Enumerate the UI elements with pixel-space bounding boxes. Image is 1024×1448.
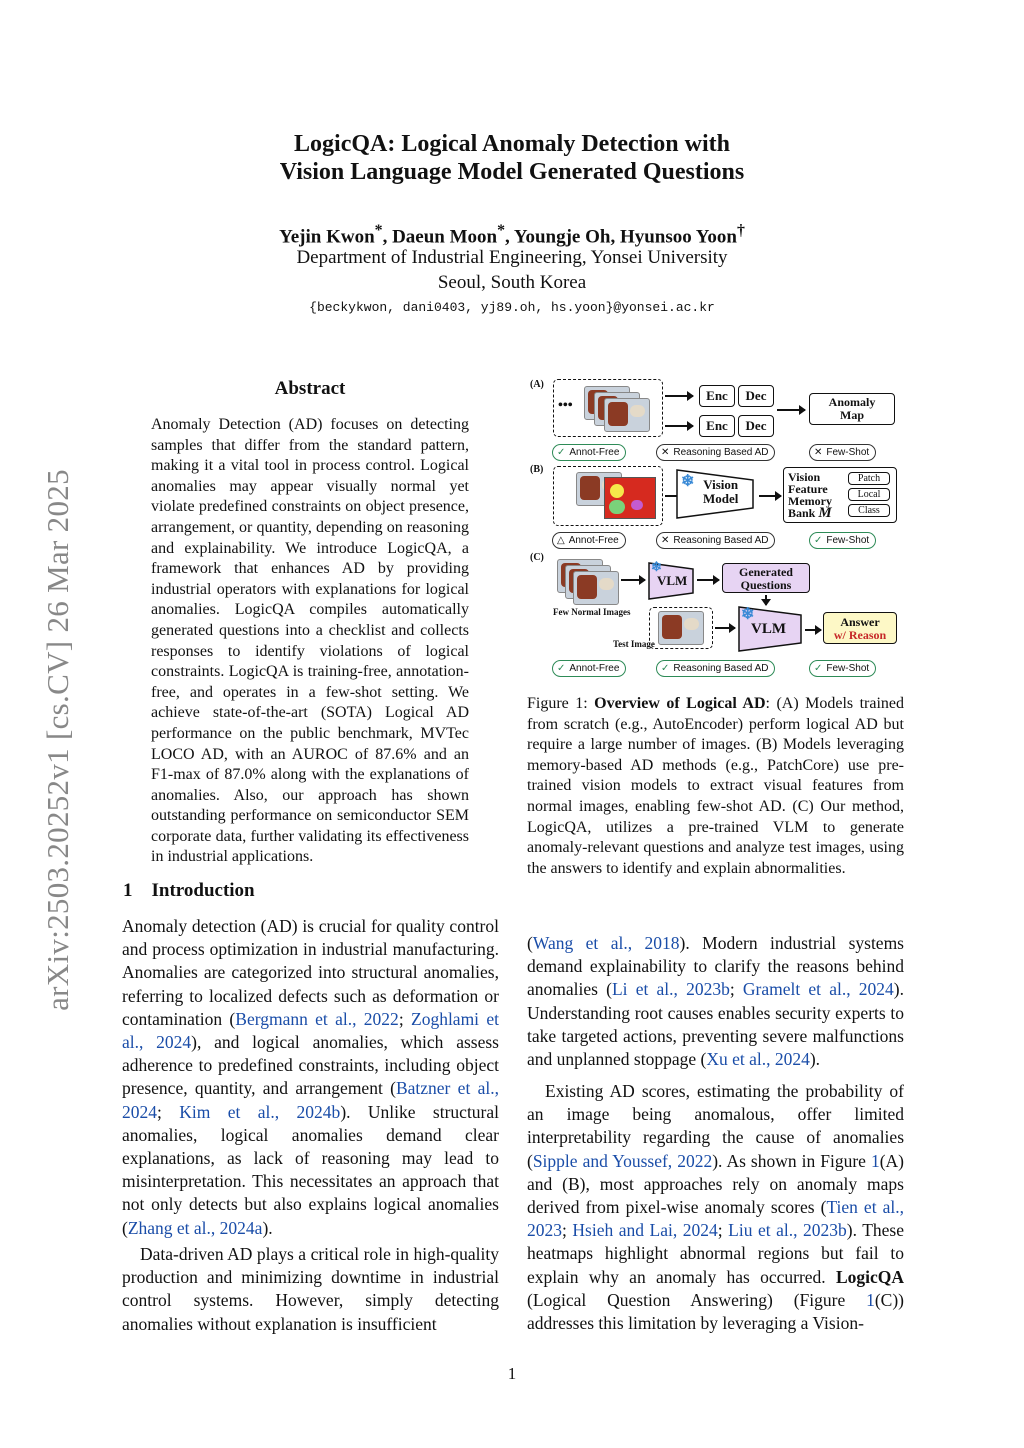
citation-sipple[interactable]: Sipple and Youssef, 2022 bbox=[532, 1150, 713, 1171]
intro-paragraph-2: Data-driven AD plays a critical role in high-quality production and minimizing downtime in industrial control systems. However, simply detecting anomalies without explanation is insufficient bbox=[122, 1244, 499, 1334]
fig-a-pill-reasoning bbox=[656, 444, 775, 461]
author-4: Hyunsoo Yoon bbox=[619, 226, 737, 248]
vlm-2-label: VLM bbox=[751, 621, 786, 637]
caption-text: : (A) Models trained from scratch (e.g., AutoEncoder) perform logical AD but require a large number of images. (B) Models leveraging memory-based AD methods (e.g., PatchCore) use pre-trained vision models to extract visual features from normal images, enabling few-shot AD. (C) Our method, LogicQA, utilizes a pre-trained VLM to generate anomaly-relevant questions and analyze test images, using the answers to identify and explain abnormalities. bbox=[527, 695, 905, 877]
fig-a-encoder-1: Enc bbox=[699, 385, 735, 407]
vlm-1-label: VLM bbox=[657, 573, 688, 588]
page-number: 1 bbox=[507, 1364, 517, 1383]
fig-c-pill-annot-free bbox=[552, 660, 626, 677]
fig-a-anomaly-map bbox=[809, 393, 895, 425]
fig-c-down-arrow bbox=[765, 595, 767, 605]
right-paragraph-2: Existing AD scores, estimating the probability of an image being anomalous, offer limited interpretability regarding the cause of anomalies (Sipple and Youssef, 2022). As shown in Figure 1(A) and (B), most approaches rely on anomaly maps derived from pixel-wise anomaly scores (Tien et al., 2023; Hsieh and Lai, 2024; Liu et al., 2023b). These heatmaps highlight abnormal regions but fail to explain why an anomaly has occurred. LogicQA (Logical Question Answering) (Figure 1(C)) addresses this limitation by leveraging a Vision- bbox=[527, 1081, 905, 1334]
anomaly-map-line-1: Anomaly bbox=[828, 395, 876, 409]
right-text-2b: ). As shown in Figure bbox=[712, 1150, 871, 1171]
intro-text-1a: Anomaly detection (AD) is crucial for quality control and process optimization in industrial manufacturing. Anomalies are categorized into structural anomalies, referring to localized defects such as deformation or contamination ( bbox=[122, 916, 499, 1029]
fig-label-b: (B) bbox=[530, 464, 544, 475]
right-text-2e: (Logical Question Answering) (Figure bbox=[527, 1289, 867, 1310]
figure-1-caption bbox=[527, 694, 904, 879]
heatmap-blob-yellow bbox=[610, 484, 624, 498]
pill-text: Annot-Free bbox=[569, 447, 620, 458]
memory-line-4: Bank bbox=[788, 506, 816, 520]
right-text-2f: (C)) addresses this limitation by leveraging a Vision- bbox=[527, 1289, 904, 1334]
pill-text: Reasoning Based AD bbox=[673, 535, 769, 546]
vision-model-label bbox=[703, 478, 738, 506]
section-number: 1 bbox=[123, 880, 133, 901]
fig-label-c: (C) bbox=[530, 552, 544, 563]
fig-b-image-stack bbox=[553, 466, 663, 526]
author-3: Youngje Oh bbox=[513, 226, 611, 248]
memory-line-2: Feature bbox=[788, 482, 828, 496]
gen-q-line-2: Questions bbox=[740, 578, 792, 592]
fig-c-arrow-2 bbox=[697, 579, 719, 581]
snowflake-icon: ❄ bbox=[741, 606, 755, 623]
fig-b-arrow-2 bbox=[759, 495, 781, 497]
pill-text: Reasoning Based AD bbox=[673, 663, 769, 674]
cross-icon: ✕ bbox=[661, 535, 670, 546]
title-line-2: Vision Language Model Generated Questions bbox=[279, 159, 745, 185]
pill-text: Reasoning Based AD bbox=[673, 447, 769, 458]
intro-text-1d: ). bbox=[262, 1217, 273, 1238]
right-text-2d: ). These heatmaps highlight abnormal regions but fail to explain why an anomaly has occurred. bbox=[527, 1220, 904, 1287]
check-icon: ✓ bbox=[557, 663, 566, 674]
gen-q-line-1: Generated bbox=[739, 565, 793, 579]
answer-line-2: w/ Reason bbox=[833, 628, 887, 642]
paper-title bbox=[0, 130, 1024, 186]
intro-text-1c: ). Unlike structural anomalies, logical anomalies demand clear explanations, as lack of reasoning may lead to misinterpretation. This necessitates an approach that not only detects but also explains logical anomalies ( bbox=[122, 1101, 500, 1238]
pill-text: Few-Shot bbox=[826, 447, 870, 458]
fig-label-a: (A) bbox=[530, 379, 544, 390]
fig-a-encoder-2: Enc bbox=[699, 415, 735, 437]
check-icon: ✓ bbox=[557, 447, 566, 458]
fig-a-decoder-1: Dec bbox=[738, 385, 774, 407]
test-image-caption: Test Image bbox=[613, 639, 655, 649]
caption-label: Figure 1: bbox=[527, 695, 595, 712]
author-1: Yejin Kwon bbox=[279, 226, 375, 248]
check-icon: ✓ bbox=[661, 663, 670, 674]
vision-model-line-1: Vision bbox=[703, 477, 739, 492]
fig-c-answer bbox=[823, 612, 897, 644]
few-normal-caption: Few Normal Images bbox=[553, 607, 631, 617]
memory-local: Local bbox=[848, 488, 890, 501]
citation-zhang[interactable]: Zhang et al., 2024a bbox=[127, 1217, 263, 1238]
cross-icon: ✕ bbox=[661, 447, 670, 458]
abstract-text: Anomaly Detection (AD) focuses on detecting samples that differ from the standard pattern, making it a vital tool in process control. Logical anomalies may appear visually normal yet violate predefined constraints on object presence, arrangement, or quantity, depending on reasoning and explainability. We introduce LogicQA, a framework that enhances AD by providing industrial operators with explanations for logical anomalies. LogicQA compiles automatically generated questions into a checklist and collects responses to identify violations of logical constraints. LogicQA is training-free, annotation-free, and operates in a few-shot setting. We achieve state-of-the-art (SOTA) Logical AD performance on the public benchmark, MVTec LOCO AD, with an AUROC of 87.6% and an F1-max of 87.0% along with the explanations of anomalies. Also, our approach has shown outstanding performance on semiconductor SEM corporate data, further validating its effectiveness in industrial applications. bbox=[151, 416, 469, 866]
fig-c-vlm-1 bbox=[647, 561, 695, 601]
memory-patch: Patch bbox=[848, 472, 890, 485]
fig-b-pill-reasoning bbox=[656, 532, 775, 549]
check-icon: ✓ bbox=[814, 663, 823, 674]
figure-ref-1b[interactable]: 1 bbox=[866, 1289, 875, 1310]
author-2: Daeun Moon bbox=[392, 226, 498, 248]
citation-bergmann[interactable]: Bergmann et al., 2022 bbox=[235, 1008, 399, 1029]
author-4-mark: † bbox=[736, 222, 745, 239]
memory-line-1: Vision bbox=[788, 470, 821, 484]
fig-a-arrow-3 bbox=[777, 409, 805, 411]
pill-text: Annot-Free bbox=[569, 663, 620, 674]
citation-kim[interactable]: Kim et al., 2024b bbox=[179, 1101, 341, 1122]
memory-symbol: M bbox=[818, 505, 832, 521]
figure-ref-1a[interactable]: 1 bbox=[870, 1150, 880, 1171]
fig-c-arrow-3 bbox=[715, 627, 735, 629]
arxiv-sidebar: arXiv:2503.20252v1 [cs.CV] 26 Mar 2025 bbox=[40, 469, 75, 1011]
right-text-2a: Existing AD scores, estimating the probability of an image being anomalous, offer limited interpretability regarding the cause of anomalies ( bbox=[527, 1081, 904, 1171]
section-heading-introduction bbox=[123, 880, 255, 902]
fig-a-image-stack bbox=[553, 379, 663, 437]
citation-gramelt[interactable]: Gramelt et al., 2024 bbox=[742, 979, 894, 1000]
author-emails: {beckykwon, dani0403, yj89.oh, hs.yoon}@yonsei.ac.kr bbox=[309, 300, 715, 315]
fig-c-normal-stack bbox=[555, 557, 635, 607]
author-1-mark: * bbox=[374, 222, 383, 239]
fig-c-tray-3 bbox=[573, 571, 619, 605]
logicqa-bold: LogicQA bbox=[835, 1266, 904, 1287]
citation-batzner[interactable]: Batzner et al., 2024 bbox=[122, 1078, 499, 1122]
right-text-2c: (A) and (B), most approaches rely on anomaly maps derived from pixel-wise anomaly scores ( bbox=[527, 1150, 905, 1218]
right-text-1a: ). Modern industrial systems demand explainability to clarify the reasons behind anomalies ( bbox=[527, 933, 904, 1000]
caption-bold: Overview of Logical AD bbox=[594, 695, 766, 712]
fig-b-vision-model bbox=[675, 468, 755, 520]
snowflake-icon: ❄ bbox=[681, 473, 695, 490]
anomaly-map-line-2: Map bbox=[840, 408, 864, 422]
affiliation-line-1: Department of Industrial Engineering, Yonsei University bbox=[296, 247, 728, 268]
fig-c-pill-few-shot bbox=[809, 660, 876, 677]
memory-class: Class bbox=[848, 504, 890, 517]
citation-zoghlami[interactable]: Zoghlami et al., 2024 bbox=[122, 1008, 499, 1053]
right-paragraph-1: (Wang et al., 2018). Modern industrial systems demand explainability to clarify the reasons behind anomalies (Li et al., 2023b; Gramelt et al., 2024). Understanding root causes enables security experts to take targeted actions, preventing severe malfunctions and unplanned stoppage (Xu et al., 2024). bbox=[527, 933, 904, 1070]
fig-b-pill-annot-free bbox=[552, 532, 626, 549]
fig-a-pill-annot-free bbox=[552, 444, 626, 461]
fig-c-arrow-1 bbox=[621, 579, 645, 581]
fig-c-vlm-2 bbox=[737, 605, 803, 653]
fig-a-pill-few-shot bbox=[809, 444, 876, 461]
citation-hsieh[interactable]: Hsieh and Lai, 2024 bbox=[572, 1220, 718, 1241]
fig-a-arrow-1 bbox=[665, 395, 693, 397]
fig-c-generated-questions bbox=[722, 563, 810, 593]
snowflake-icon: ❄ bbox=[651, 559, 662, 574]
intro-text-1b: ), and logical anomalies, which assess adherence to predefined constraints, including object presence, quantity, and arrangement ( bbox=[122, 1032, 499, 1099]
abstract-heading: Abstract bbox=[274, 378, 346, 399]
fig-a-decoder-2: Dec bbox=[738, 415, 774, 437]
fig-a-arrow-2 bbox=[665, 425, 693, 427]
memory-line-3: Memory bbox=[788, 494, 832, 508]
fig-c-pill-reasoning bbox=[656, 660, 775, 677]
check-icon: ✓ bbox=[814, 535, 823, 546]
citation-li[interactable]: Li et al., 2023b bbox=[611, 979, 730, 1000]
citation-tien[interactable]: Tien et al., 2023 bbox=[527, 1197, 904, 1241]
triangle-icon: △ bbox=[557, 535, 565, 546]
author-2-mark: * bbox=[497, 222, 506, 239]
vision-model-line-2: Model bbox=[703, 491, 739, 506]
fig-c-test-tray bbox=[658, 611, 704, 645]
cross-icon: ✕ bbox=[814, 447, 823, 458]
fig-c-arrow-4 bbox=[805, 629, 821, 631]
citation-wang[interactable]: Wang et al., 2018 bbox=[532, 933, 680, 953]
fig-a-ellipsis: ••• bbox=[558, 398, 573, 413]
fig-c-test-image bbox=[649, 607, 713, 649]
figure-1-diagram bbox=[525, 375, 905, 680]
intro-paragraph-1: Anomaly detection (AD) is crucial for quality control and process optimization in industrial manufacturing. Anomalies are categorized into structural anomalies, referring to localized defects such as deformation or contamination (Bergmann et al., 2022; Zoghlami et al., 2024), and logical anomalies, which assess adherence to predefined constraints, including object presence, quantity, and arrangement (Batzner et al., 2024; Kim et al., 2024b). Unlike structural anomalies, logical anomalies demand clear explanations, as lack of reasoning may lead to misinterpretation. This necessitates an approach that not only detects but also explains logical anomalies (Zhang et al., 2024a). bbox=[122, 916, 500, 1238]
citation-liu[interactable]: Liu et al., 2023b bbox=[728, 1220, 847, 1241]
fig-a-tray-3 bbox=[604, 398, 650, 432]
pill-text: Few-Shot bbox=[826, 535, 870, 546]
fig-b-heatmap bbox=[604, 477, 656, 519]
citation-xu[interactable]: Xu et al., 2024 bbox=[706, 1049, 810, 1070]
pill-text: Annot-Free bbox=[568, 535, 619, 546]
fig-b-pill-few-shot bbox=[809, 532, 876, 549]
right-text-1b: ). Understanding root causes enables security experts to take targeted actions, preventing severe malfunctions and unplanned stoppage ( bbox=[527, 979, 904, 1070]
right-text-1c: ). bbox=[809, 1049, 821, 1070]
heatmap-blob-purple bbox=[631, 500, 643, 510]
answer-line-1: Answer bbox=[840, 615, 880, 629]
title-line-1: LogicQA: Logical Anomaly Detection with bbox=[294, 131, 730, 157]
author-list: Yejin Kwon*, Daeun Moon*, Youngje Oh, Hyunsoo Yoon† bbox=[279, 222, 745, 248]
section-title: Introduction bbox=[151, 880, 255, 901]
heatmap-blob-green bbox=[609, 500, 625, 514]
pill-text: Few-Shot bbox=[826, 663, 870, 674]
affiliation-line-2: Seoul, South Korea bbox=[437, 272, 587, 293]
fig-b-memory-bank bbox=[783, 467, 897, 523]
